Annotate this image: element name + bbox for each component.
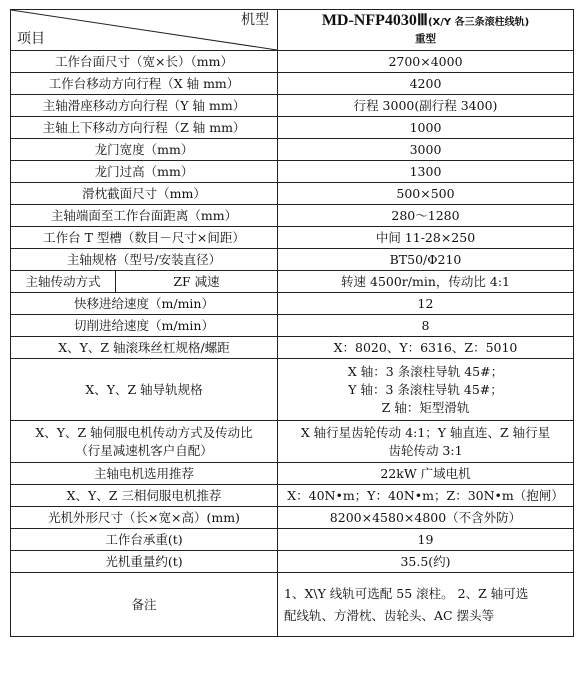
table-row bbox=[11, 95, 574, 117]
row-label: X、Y、Z 轴滚珠丝杠规格/螺距 bbox=[11, 337, 278, 359]
row-label: 光机外形尺寸（长×宽×高）(mm) bbox=[11, 507, 278, 529]
table-row bbox=[11, 507, 574, 529]
row-label: 主轴上下移动方向行程（Z 轴 mm） bbox=[11, 117, 278, 139]
label-line: （行星减速机客户自配） bbox=[75, 442, 213, 458]
table-row bbox=[11, 227, 574, 249]
table-header-row bbox=[11, 10, 574, 51]
row-label: 备注 bbox=[11, 573, 278, 637]
table-row bbox=[11, 485, 574, 507]
label-line: X、Y、Z 轴伺服电机传动方式及传动比 bbox=[35, 424, 253, 440]
table-row-guide-rails bbox=[11, 359, 574, 421]
row-value: 中间 11-28×250 bbox=[278, 227, 574, 249]
table-row bbox=[11, 51, 574, 73]
row-label: 主轴电机选用推荐 bbox=[11, 463, 278, 485]
row-value bbox=[278, 421, 574, 463]
value-line: X 轴：3 条滚柱导轨 45#； bbox=[347, 363, 504, 379]
row-value: 8200×4580×4800（不含外防） bbox=[278, 507, 574, 529]
table-row bbox=[11, 139, 574, 161]
row-value: 行程 3000(副行程 3400) bbox=[278, 95, 574, 117]
row-value: 8 bbox=[278, 315, 574, 337]
row-value: 500×500 bbox=[278, 183, 574, 205]
row-value: 12 bbox=[278, 293, 574, 315]
table-row bbox=[11, 463, 574, 485]
model-label: 机型 bbox=[241, 12, 269, 28]
row-label: 工作台 T 型槽（数目－尺寸×间距） bbox=[11, 227, 278, 249]
table-row bbox=[11, 293, 574, 315]
row-value: 1000 bbox=[278, 117, 574, 139]
table-row bbox=[11, 551, 574, 573]
model-name: MD-NFP4030Ⅲ bbox=[321, 12, 428, 29]
row-label: 切削进给速度（m/min） bbox=[11, 315, 278, 337]
row-label: 工作台面尺寸（宽×长）（mm） bbox=[11, 51, 278, 73]
row-value: X：40N•m；Y：40N•m；Z：30N•m（抱闸） bbox=[278, 485, 574, 507]
value-line: Z 轴：矩型滑轨 bbox=[381, 399, 470, 415]
row-value: 280～1280 bbox=[278, 205, 574, 227]
row-value bbox=[278, 359, 574, 421]
row-value: 19 bbox=[278, 529, 574, 551]
row-sublabel: ZF 减速 bbox=[116, 271, 278, 293]
table-row bbox=[11, 205, 574, 227]
row-label: 主轴滑座移动方向行程（Y 轴 mm） bbox=[11, 95, 278, 117]
row-label: 工作台移动方向行程（X 轴 mm） bbox=[11, 73, 278, 95]
row-label: X、Y、Z 三相伺服电机推荐 bbox=[11, 485, 278, 507]
row-label: 主轴传动方式 bbox=[11, 271, 116, 293]
row-label: 滑枕截面尺寸（mm） bbox=[11, 183, 278, 205]
row-value: 2700×4000 bbox=[278, 51, 574, 73]
row-value: 35.5(约) bbox=[278, 551, 574, 573]
header-diagonal-cell bbox=[11, 10, 278, 51]
table-row-servo-drive bbox=[11, 421, 574, 463]
row-value: BT50/Φ210 bbox=[278, 249, 574, 271]
table-row bbox=[11, 337, 574, 359]
row-value: 转速 4500r/min，传动比 4:1 bbox=[278, 271, 574, 293]
row-label: 工作台承重(t) bbox=[11, 529, 278, 551]
row-value bbox=[278, 573, 574, 637]
row-label: 龙门宽度（mm） bbox=[11, 139, 278, 161]
table-row bbox=[11, 529, 574, 551]
row-label: 龙门过高（mm） bbox=[11, 161, 278, 183]
value-line: 齿轮传动 3:1 bbox=[388, 442, 463, 458]
model-cell bbox=[278, 10, 574, 51]
diagonal-line bbox=[11, 10, 277, 50]
value-line: Y 轴：3 条滚柱导轨 45#； bbox=[348, 381, 503, 397]
value-line: X 轴行星齿轮传动 4:1；Y 轴直连、Z 轴行星 bbox=[300, 424, 551, 440]
row-value: 22kW 广域电机 bbox=[278, 463, 574, 485]
row-label: 主轴端面至工作台面距离（mm） bbox=[11, 205, 278, 227]
table-row-notes bbox=[11, 573, 574, 637]
table-row bbox=[11, 183, 574, 205]
spec-table bbox=[10, 9, 574, 637]
row-label: X、Y、Z 轴导轨规格 bbox=[11, 359, 278, 421]
table-row bbox=[11, 117, 574, 139]
row-value: 3000 bbox=[278, 139, 574, 161]
model-note: (X/Y 各三条滚柱线轨) bbox=[427, 17, 530, 28]
table-row bbox=[11, 315, 574, 337]
table-row bbox=[11, 161, 574, 183]
row-value: X：8020、Y：6316、Z：5010 bbox=[278, 337, 574, 359]
row-label: 主轴规格（型号/安装直径） bbox=[11, 249, 278, 271]
table-row bbox=[11, 249, 574, 271]
value-line: 配线轨、方滑枕、齿轮头、AC 摆头等 bbox=[284, 607, 495, 623]
table-row-spindle-drive bbox=[11, 271, 574, 293]
table-row bbox=[11, 73, 574, 95]
item-label: 项目 bbox=[17, 31, 45, 47]
model-sub: 重型 bbox=[415, 33, 436, 45]
row-label: 光机重量约(t) bbox=[11, 551, 278, 573]
row-value: 1300 bbox=[278, 161, 574, 183]
row-label bbox=[11, 421, 278, 463]
row-value: 4200 bbox=[278, 73, 574, 95]
value-line: 1、X\Y 线轨可选配 55 滚柱。 2、Z 轴可选 bbox=[284, 585, 529, 601]
row-label: 快移进给速度（m/min） bbox=[11, 293, 278, 315]
